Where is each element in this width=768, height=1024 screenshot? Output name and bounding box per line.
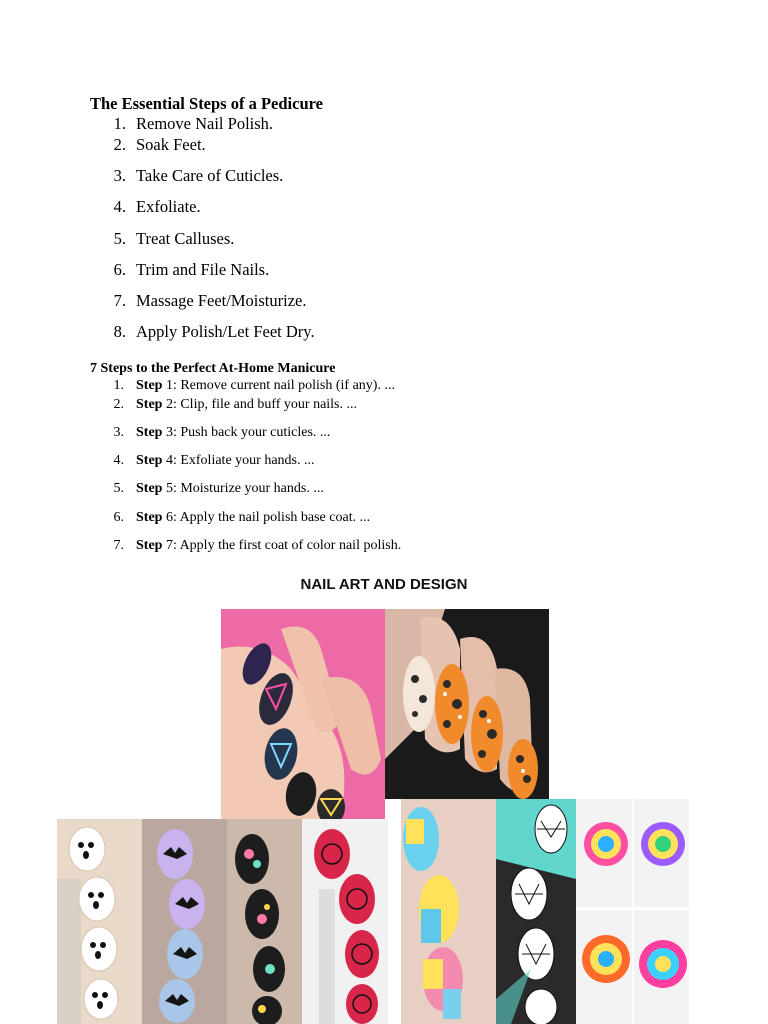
pedicure-heading: The Essential Steps of a Pedicure: [90, 94, 323, 113]
halloween-ghost-bat-sugar-skull-nails-photo: [57, 819, 388, 1024]
halloween-nails-illustration: [57, 819, 388, 1024]
manicure-heading: 7 Steps to the Perfect At-Home Manicure: [90, 361, 336, 376]
leopard-nails-illustration: [385, 609, 549, 799]
nail-art-heading: NAIL ART AND DESIGN: [300, 576, 468, 593]
colorblock-nails-illustration: [401, 799, 689, 1024]
geometric-triangle-nails-photo: [221, 609, 385, 819]
geometric-nails-illustration: [221, 609, 385, 819]
orange-leopard-dot-nails-photo: [385, 609, 549, 799]
colorblock-tribal-tiedye-nails-photo: [401, 799, 689, 1024]
